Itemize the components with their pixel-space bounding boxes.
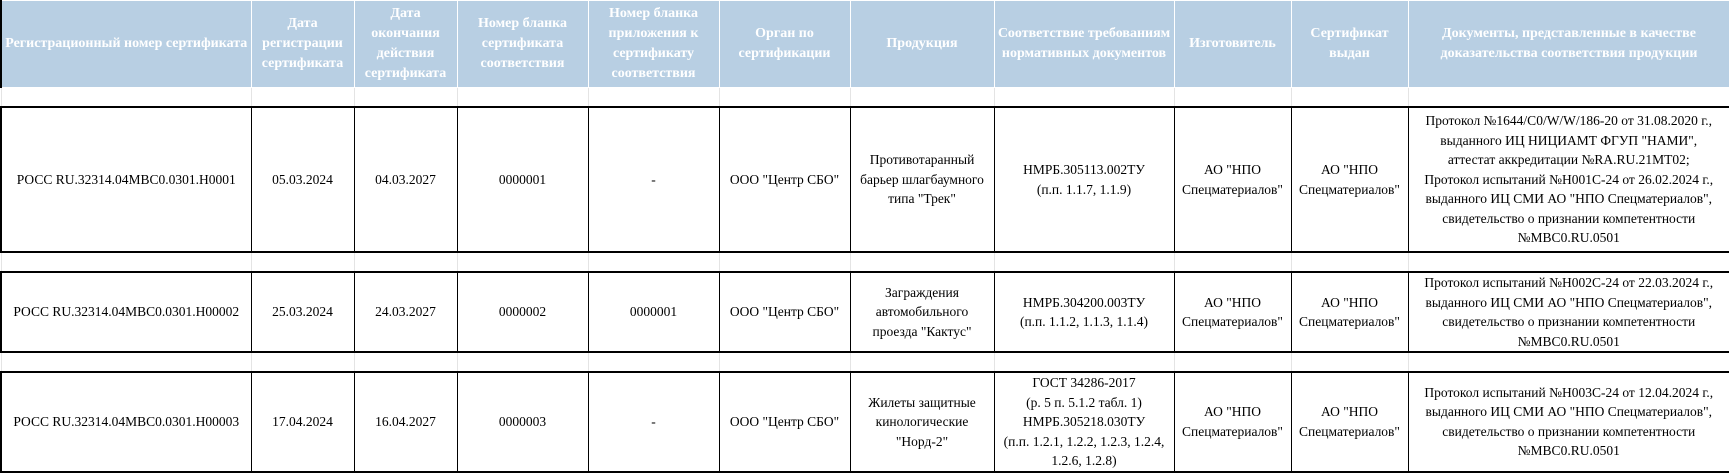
empty-cell[interactable] [1,88,251,108]
cert-body-cell[interactable] [719,372,850,472]
cell-text-line: НМРБ.305113.002ТУ [1023,162,1145,177]
annex-blank-number-cell[interactable] [588,107,719,252]
header-reg-date[interactable]: Дата регистрации сертификата [251,1,354,88]
empty-cell[interactable] [1,252,251,272]
cell-text: РОСС RU.32314.04МВС0.0301.Н0001 [16,171,236,187]
cell-text-line: АО "НПО [1321,162,1378,177]
header-issued-to[interactable]: Сертификат выдан [1291,1,1408,88]
header-blank-number[interactable]: Номер бланка сертификата соответствия [457,1,588,88]
table-body [1,88,1729,472]
empty-cell[interactable] [457,88,588,108]
requirements-cell[interactable] [994,272,1174,352]
cert-body-cell[interactable] [719,272,850,352]
empty-cell[interactable] [850,352,994,372]
cell-text-line: Протокол испытаний №Н002С-24 от 22.03.2024 г., [1424,275,1714,290]
cell-text-line: Спецматериалов" [1299,181,1400,197]
cell-text: ООО "Центр СБО" [729,414,840,429]
cell-text-line: типа "Трек" [888,191,956,207]
cell-text-line: Жилеты защитные [868,394,976,410]
cell-text: 0000001 [629,304,678,320]
cell-text: 0000001 [498,171,547,187]
empty-cell[interactable] [354,352,457,372]
manufacturer-cell[interactable] [1174,107,1291,252]
cell-text-line: АО "НПО [1204,294,1261,310]
empty-cell[interactable] [1408,352,1729,372]
product-cell[interactable] [850,272,994,352]
empty-cell[interactable] [1408,88,1729,108]
cell-text-line: "Норд-2" [895,433,949,449]
header-cert-body[interactable]: Орган по сертификации [719,1,850,88]
manufacturer-cell[interactable] [1174,372,1291,472]
empty-cell[interactable] [719,352,850,372]
cell-text-line: Спецматериалов" [1182,423,1283,439]
cell-text: 17.04.2024 [272,414,333,429]
cell-text-line: Протокол испытаний №Н001С-24 от 26.02.2024 г., [1424,171,1714,187]
header-documents[interactable]: Документы, представленные в качестве доказательства соответствия продукции [1408,1,1729,88]
separator-row [1,88,1729,108]
cell-text-line: свидетельство о признании компетентности [1442,314,1696,329]
cell-text-line: выданного ИЦ СМИ АО "НПО Спецматериалов", [1425,404,1712,420]
reg-date-cell[interactable] [251,107,354,252]
empty-cell[interactable] [251,252,354,272]
empty-cell[interactable] [719,88,850,108]
blank-number-cell[interactable] [457,372,588,472]
cell-text-line: выданного ИЦ СМИ АО "НПО Спецматериалов", [1425,191,1712,207]
cell-text: - [651,414,656,429]
cell-text: 16.04.2027 [375,414,436,429]
cell-text-line: АО "НПО [1204,404,1261,420]
table-row [1,107,1729,252]
empty-cell[interactable] [1291,252,1408,272]
header-manufacturer[interactable]: Изготовитель [1174,1,1291,88]
empty-cell[interactable] [1174,88,1291,108]
cell-text: 04.03.2027 [375,171,436,187]
requirements-cell[interactable] [994,107,1174,252]
cell-text-line: (п.п. 1.2.1, 1.2.2, 1.2.3, 1.2.4, [1003,433,1165,449]
cell-text-line: Спецматериалов" [1299,314,1400,329]
cell-text-line: НМРБ.305218.030ТУ [1022,414,1146,429]
empty-cell[interactable] [251,352,354,372]
header-requirements[interactable]: Соответствие требованиям нормативных документов [994,1,1174,88]
cell-text: ООО "Центр СБО" [729,304,840,320]
empty-cell[interactable] [588,352,719,372]
empty-cell[interactable] [1174,352,1291,372]
cell-text: РОСС RU.32314.04МВС0.0301.Н00002 [13,304,240,320]
reg-date-cell[interactable] [251,372,354,472]
header-annex-blank-number[interactable]: Номер бланка приложения к сертификату соответствия [588,1,719,88]
cell-text-line: свидетельство о признании компетентности [1442,423,1696,439]
product-cell[interactable] [850,372,994,472]
header-reg-number[interactable]: Регистрационный номер сертификата [1,1,251,88]
empty-cell[interactable] [1291,88,1408,108]
header-row [1,1,1729,88]
cell-text-line: (п.п. 1.1.2, 1.1.3, 1.1.4) [1019,314,1149,329]
issued-to-cell[interactable] [1291,107,1408,252]
cell-text-line: Протокол испытаний №Н003С-24 от 12.04.2024 г., [1424,384,1714,400]
blank-number-cell[interactable] [457,107,588,252]
cell-text-line: №МВС0.RU.0501 [1517,230,1620,246]
cell-text-line: свидетельство о признании компетентности [1442,210,1696,226]
cell-text-line: АО "НПО [1321,404,1378,420]
cell-text-line: (р. 5 п. 5.1.2 табл. 1) [1026,394,1142,410]
empty-cell[interactable] [994,88,1174,108]
cell-text-line: 1.2.6, 1.2.8) [1051,453,1117,468]
end-date-cell[interactable] [354,372,457,472]
cell-text: 0000003 [498,414,547,429]
cell-text-line: проезда "Кактус" [872,323,972,339]
cell-text-line: Заграждения [885,284,959,300]
empty-cell[interactable] [457,352,588,372]
empty-cell[interactable] [251,88,354,108]
empty-cell[interactable] [850,252,994,272]
table-row [1,372,1729,472]
table-row [1,272,1729,352]
cell-text-line: АО "НПО [1321,294,1378,310]
empty-cell[interactable] [1,352,251,372]
empty-cell[interactable] [1174,252,1291,272]
reg-number-cell[interactable] [1,272,251,352]
blank-number-cell[interactable] [457,272,588,352]
cell-text-line: Протокол №1644/С0/W/W/186-20 от 31.08.2020 г., [1425,113,1713,129]
cell-text-line: выданного ИЦ СМИ АО "НПО Спецматериалов", [1425,294,1712,310]
cell-text-line: АО "НПО [1204,162,1261,177]
separator-row [1,252,1729,272]
cell-text: 0000002 [498,304,547,320]
empty-cell[interactable] [354,252,457,272]
empty-cell[interactable] [1291,352,1408,372]
end-date-cell[interactable] [354,272,457,352]
empty-cell[interactable] [994,252,1174,272]
empty-cell[interactable] [457,252,588,272]
reg-date-cell[interactable] [251,272,354,352]
cell-text-line: кинологические [875,414,969,429]
cell-text-line: (п.п. 1.1.7, 1.1.9) [1036,181,1132,197]
documents-cell[interactable] [1408,107,1729,252]
cell-text: ООО "Центр СБО" [729,171,840,187]
cell-text-line: автомобильного [875,304,969,320]
product-cell[interactable] [850,107,994,252]
annex-blank-number-cell[interactable] [588,272,719,352]
documents-cell[interactable] [1408,372,1729,472]
header-product[interactable]: Продукция [850,1,994,88]
cell-text-line: №МВС0.RU.0501 [1517,333,1620,349]
empty-cell[interactable] [1408,252,1729,272]
header-end-date[interactable]: Дата окончания действия сертификата [354,1,457,88]
cell-text-line: аттестат аккредитации №RA.RU.21МТ02; [1447,152,1690,168]
cell-text-line: Спецматериалов" [1182,314,1283,329]
cell-text-line: ГОСТ 34286-2017 [1032,375,1136,390]
reg-number-cell[interactable] [1,372,251,472]
empty-cell[interactable] [588,88,719,108]
cell-text-line: №МВС0.RU.0501 [1517,443,1620,459]
requirements-cell[interactable] [994,372,1174,472]
empty-cell[interactable] [994,352,1174,372]
empty-cell[interactable] [850,88,994,108]
cert-body-cell[interactable] [719,107,850,252]
cell-text: - [651,171,656,187]
cell-text: 25.03.2024 [272,304,333,320]
cell-text-line: Спецматериалов" [1299,423,1400,439]
cell-text: РОСС RU.32314.04МВС0.0301.Н00003 [13,414,240,429]
cell-text-line: барьер шлагбаумного [860,171,984,187]
empty-cell[interactable] [588,252,719,272]
cell-text: 05.03.2024 [272,171,333,187]
manufacturer-cell[interactable] [1174,272,1291,352]
cell-text-line: Противотаранный [869,152,975,168]
empty-cell[interactable] [719,252,850,272]
reg-number-cell[interactable] [1,107,251,252]
cell-text: 24.03.2027 [375,304,436,320]
end-date-cell[interactable] [354,107,457,252]
separator-row [1,352,1729,372]
cell-text-line: НМРБ.304200.003ТУ [1022,294,1146,310]
annex-blank-number-cell[interactable] [588,372,719,472]
cell-text-line: выданного ИЦ НИЦИАМТ ФГУП "НАМИ", [1440,132,1698,148]
issued-to-cell[interactable] [1291,272,1408,352]
empty-cell[interactable] [354,88,457,108]
documents-cell[interactable] [1408,272,1729,352]
issued-to-cell[interactable] [1291,372,1408,472]
cell-text-line: Спецматериалов" [1182,181,1283,197]
